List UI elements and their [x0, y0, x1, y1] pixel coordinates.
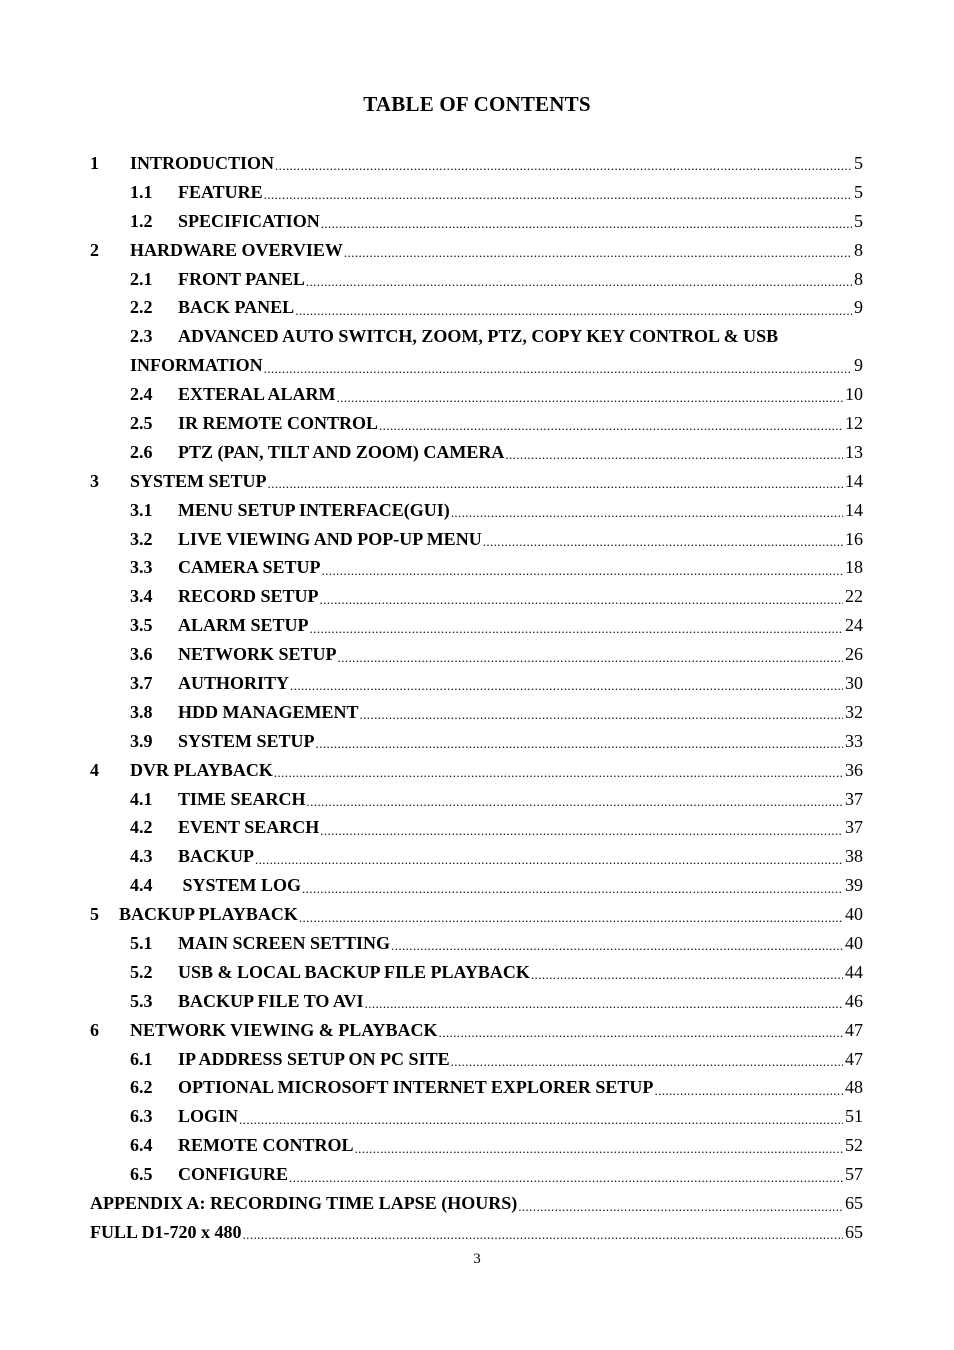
- toc-entry[interactable]: [90, 900, 863, 929]
- toc-entry[interactable]: [90, 1131, 863, 1160]
- dot-leader: [295, 299, 852, 317]
- toc-entry-number: 3.7: [130, 672, 153, 693]
- table-of-contents: [90, 149, 863, 1247]
- toc-entry[interactable]: [90, 1160, 863, 1189]
- toc-entry-label: CONFIGURE: [178, 1164, 289, 1185]
- toc-entry[interactable]: [90, 669, 863, 698]
- toc-entry-number: 5.2: [130, 961, 153, 982]
- dot-leader: [344, 241, 852, 259]
- dot-leader: [320, 588, 843, 606]
- toc-entry-number: 3.6: [130, 644, 153, 665]
- toc-entry[interactable]: [90, 1016, 863, 1045]
- dot-leader: [338, 646, 843, 664]
- toc-entry-page: 32: [845, 701, 863, 722]
- toc-entry[interactable]: [90, 958, 863, 987]
- toc-entry-label: MENU SETUP INTERFACE(GUI): [178, 499, 450, 520]
- toc-entry[interactable]: [90, 236, 863, 265]
- toc-entry-number: 4.4: [130, 875, 153, 896]
- toc-entry-label: MAIN SCREEN SETTING: [178, 932, 391, 953]
- dot-leader: [518, 1195, 843, 1213]
- toc-entry-page: 26: [845, 644, 863, 665]
- toc-entry[interactable]: [90, 1189, 863, 1218]
- toc-entry-label: BACKUP FILE TO AVI: [178, 990, 364, 1011]
- toc-entry-label: SYSTEM LOG: [178, 875, 302, 896]
- toc-entry-number: 6.5: [130, 1164, 153, 1185]
- toc-entry-number: 6: [90, 1019, 99, 1040]
- dot-leader: [299, 906, 843, 924]
- toc-entry-page: 5: [854, 152, 863, 173]
- toc-entry-number: 5: [90, 904, 99, 925]
- dot-leader: [321, 212, 852, 230]
- toc-entry-label: HARDWARE OVERVIEW: [130, 239, 343, 260]
- dot-leader: [255, 848, 843, 866]
- toc-entry-number: 2.5: [130, 412, 153, 433]
- toc-entry-label: IR REMOTE CONTROL: [178, 412, 379, 433]
- toc-entry-page: 40: [845, 932, 863, 953]
- toc-entry-number: 3.8: [130, 701, 153, 722]
- toc-entry[interactable]: [90, 929, 863, 958]
- toc-entry[interactable]: [90, 178, 863, 207]
- toc-entry-page: 46: [845, 990, 863, 1011]
- toc-entry[interactable]: [90, 611, 863, 640]
- dot-leader: [316, 732, 843, 750]
- dot-leader: [531, 963, 843, 981]
- toc-entry-label: FULL D1-720 x 480: [90, 1221, 242, 1242]
- toc-entry-label: LIVE VIEWING AND POP-UP MENU: [178, 528, 482, 549]
- dot-leader: [355, 1137, 843, 1155]
- toc-entry[interactable]: [90, 322, 863, 351]
- dot-leader: [306, 270, 852, 288]
- toc-entry[interactable]: [90, 727, 863, 756]
- toc-entry[interactable]: [90, 1074, 863, 1103]
- toc-entry-number: 5.3: [130, 990, 153, 1011]
- toc-entry-label: ADVANCED AUTO SWITCH, ZOOM, PTZ, COPY KEY CONTROL & USB: [178, 326, 779, 347]
- dot-leader: [360, 703, 844, 721]
- toc-entry-label: CAMERA SETUP: [178, 557, 321, 578]
- toc-entry-label: FRONT PANEL: [178, 268, 305, 289]
- dot-leader: [290, 674, 843, 692]
- toc-entry[interactable]: [90, 582, 863, 611]
- toc-entry-page: 37: [845, 788, 863, 809]
- dot-leader: [439, 1021, 843, 1039]
- toc-entry-page: 30: [845, 672, 863, 693]
- dot-leader: [239, 1108, 843, 1126]
- toc-entry-number: 3.5: [130, 615, 153, 636]
- toc-entry-label: LOGIN: [178, 1106, 239, 1127]
- toc-entry[interactable]: [90, 640, 863, 669]
- toc-entry-label: AUTHORITY: [178, 672, 290, 693]
- toc-entry-label: EXTERAL ALARM: [178, 384, 336, 405]
- toc-entry-label: TIME SEARCH: [178, 788, 306, 809]
- toc-entry-label: EVENT SEARCH: [178, 817, 320, 838]
- toc-entry[interactable]: [90, 987, 863, 1016]
- toc-entry[interactable]: [90, 207, 863, 236]
- dot-leader: [483, 530, 843, 548]
- toc-entry[interactable]: [90, 785, 863, 814]
- toc-entry-page: 38: [845, 846, 863, 867]
- toc-entry-label: SYSTEM SETUP: [130, 470, 267, 491]
- dot-leader: [268, 472, 843, 490]
- toc-entry-page: 8: [854, 268, 863, 289]
- toc-entry-number: 6.2: [130, 1077, 153, 1098]
- toc-entry[interactable]: [90, 149, 863, 178]
- toc-entry-number: 2.3: [130, 326, 153, 347]
- toc-entry-label: BACKUP PLAYBACK: [119, 904, 298, 925]
- toc-entry-label: SYSTEM SETUP: [178, 730, 315, 751]
- toc-entry-number: 1: [90, 152, 99, 173]
- toc-entry-label: BACKUP: [178, 846, 254, 867]
- toc-entry-page: 8: [854, 239, 863, 260]
- toc-entry-label: PTZ (PAN, TILT AND ZOOM) CAMERA: [178, 441, 505, 462]
- toc-entry[interactable]: [90, 265, 863, 294]
- toc-entry-label: APPENDIX A: RECORDING TIME LAPSE (HOURS): [90, 1193, 518, 1213]
- dot-leader: [289, 1166, 843, 1184]
- dot-leader: [243, 1223, 843, 1241]
- toc-entry-number: 2.2: [130, 297, 153, 318]
- toc-entry[interactable]: [90, 871, 863, 900]
- toc-entry-page: 39: [845, 875, 863, 896]
- toc-entry-label: USB & LOCAL BACKUP FILE PLAYBACK: [178, 961, 530, 982]
- toc-entry-page: 33: [845, 730, 863, 751]
- dot-leader: [274, 761, 843, 779]
- toc-entry-label: IP ADDRESS SETUP ON PC SITE: [178, 1048, 450, 1069]
- toc-entry[interactable]: [90, 293, 863, 322]
- toc-entry-number: 5.1: [130, 932, 153, 953]
- toc-entry-page: 9: [854, 355, 863, 376]
- toc-entry-page: 44: [845, 961, 863, 982]
- toc-entry-label: INFORMATION: [130, 355, 263, 376]
- toc-entry-page: 14: [845, 470, 863, 491]
- toc-entry-number: 2.4: [130, 384, 153, 405]
- toc-entry[interactable]: [90, 525, 863, 554]
- dot-leader: [307, 790, 843, 808]
- toc-entry-page: 65: [845, 1221, 863, 1242]
- page-title: TABLE OF CONTENTS: [363, 92, 591, 116]
- toc-entry-page: 24: [845, 615, 863, 636]
- toc-entry-number: 4.2: [130, 817, 153, 838]
- toc-entry-number: 3.3: [130, 557, 153, 578]
- toc-entry[interactable]: [90, 467, 863, 496]
- toc-entry-page: 37: [845, 817, 863, 838]
- dot-leader: [264, 357, 852, 375]
- dot-leader: [451, 1050, 843, 1068]
- toc-entry-number: 6.1: [130, 1048, 153, 1069]
- toc-entry[interactable]: [90, 380, 863, 409]
- toc-entry-page: 12: [845, 412, 863, 433]
- toc-entry-number: 2.1: [130, 268, 153, 289]
- toc-entry-page: 5: [854, 210, 863, 231]
- toc-entry-number: 6.4: [130, 1135, 153, 1156]
- toc-entry-page: 48: [845, 1077, 863, 1098]
- toc-entry-page: 5: [854, 181, 863, 202]
- toc-entry-label: REMOTE CONTROL: [178, 1135, 354, 1156]
- toc-entry-label: OPTIONAL MICROSOFT INTERNET EXPLORER SETUP: [178, 1077, 654, 1098]
- toc-entry-label: NETWORK VIEWING & PLAYBACK: [130, 1019, 438, 1040]
- dot-leader: [451, 501, 843, 519]
- dot-leader: [322, 559, 843, 577]
- toc-entry-page: 36: [845, 759, 863, 780]
- toc-entry[interactable]: [90, 1218, 863, 1247]
- toc-entry-label: RECORD SETUP: [178, 586, 319, 607]
- toc-entry-page: 47: [845, 1048, 863, 1069]
- toc-entry-number: 3.2: [130, 528, 153, 549]
- dot-leader: [365, 992, 843, 1010]
- toc-entry-label: NETWORK SETUP: [178, 644, 337, 665]
- toc-entry-page: 52: [845, 1135, 863, 1156]
- toc-entry-label: DVR PLAYBACK: [130, 759, 273, 780]
- toc-entry-number: 6.3: [130, 1106, 153, 1127]
- dot-leader: [320, 819, 843, 837]
- toc-entry[interactable]: [90, 698, 863, 727]
- toc-entry-number: 4: [90, 759, 99, 780]
- dot-leader: [264, 183, 852, 201]
- dot-leader: [654, 1079, 843, 1097]
- toc-entry[interactable]: [90, 496, 863, 525]
- dot-leader: [379, 414, 843, 432]
- page-number: 3: [473, 1251, 481, 1267]
- toc-entry[interactable]: [90, 1045, 863, 1074]
- toc-entry[interactable]: [90, 351, 863, 380]
- dot-leader: [275, 154, 852, 172]
- toc-entry-page: 57: [845, 1164, 863, 1185]
- toc-entry-number: 4.3: [130, 846, 153, 867]
- toc-entry-page: 13: [845, 441, 863, 462]
- toc-entry-label: ALARM SETUP: [178, 615, 309, 636]
- dot-leader: [391, 934, 843, 952]
- toc-entry[interactable]: [90, 553, 863, 582]
- toc-entry[interactable]: [90, 409, 863, 438]
- dot-leader: [337, 386, 843, 404]
- toc-entry-page: 47: [845, 1019, 863, 1040]
- toc-entry[interactable]: [90, 813, 863, 842]
- toc-entry-page: 16: [845, 528, 863, 549]
- toc-entry-page: 18: [845, 557, 863, 578]
- toc-entry-label: HDD MANAGEMENT: [178, 701, 359, 722]
- toc-entry[interactable]: [90, 756, 863, 785]
- toc-entry-label: FEATURE: [178, 181, 263, 202]
- toc-entry[interactable]: [90, 1102, 863, 1131]
- toc-entry-number: 2.6: [130, 441, 153, 462]
- toc-entry-page: 22: [845, 586, 863, 607]
- toc-entry-number: 1.1: [130, 181, 153, 202]
- toc-entry-number: 3.1: [130, 499, 153, 520]
- toc-entry-number: 3.9: [130, 730, 153, 751]
- toc-entry-page: 14: [845, 499, 863, 520]
- toc-entry-page: 65: [845, 1193, 863, 1213]
- toc-entry-label: SPECIFICATION: [178, 210, 320, 231]
- toc-entry-label: INTRODUCTION: [130, 152, 275, 173]
- toc-entry-number: 1.2: [130, 210, 153, 231]
- toc-entry[interactable]: [90, 842, 863, 871]
- toc-entry-number: 3.4: [130, 586, 153, 607]
- toc-entry-number: 4.1: [130, 788, 153, 809]
- dot-leader: [310, 617, 843, 635]
- toc-entry-page: 10: [845, 384, 863, 405]
- toc-entry-page: 9: [854, 297, 863, 318]
- toc-entry-number: 2: [90, 239, 99, 260]
- dot-leader: [505, 443, 843, 461]
- toc-entry-number: 3: [90, 470, 99, 491]
- toc-entry-label: BACK PANEL: [178, 297, 295, 318]
- toc-entry-page: 40: [845, 904, 863, 925]
- toc-entry-page: 51: [845, 1106, 863, 1127]
- toc-entry[interactable]: [90, 438, 863, 467]
- dot-leader: [302, 877, 843, 895]
